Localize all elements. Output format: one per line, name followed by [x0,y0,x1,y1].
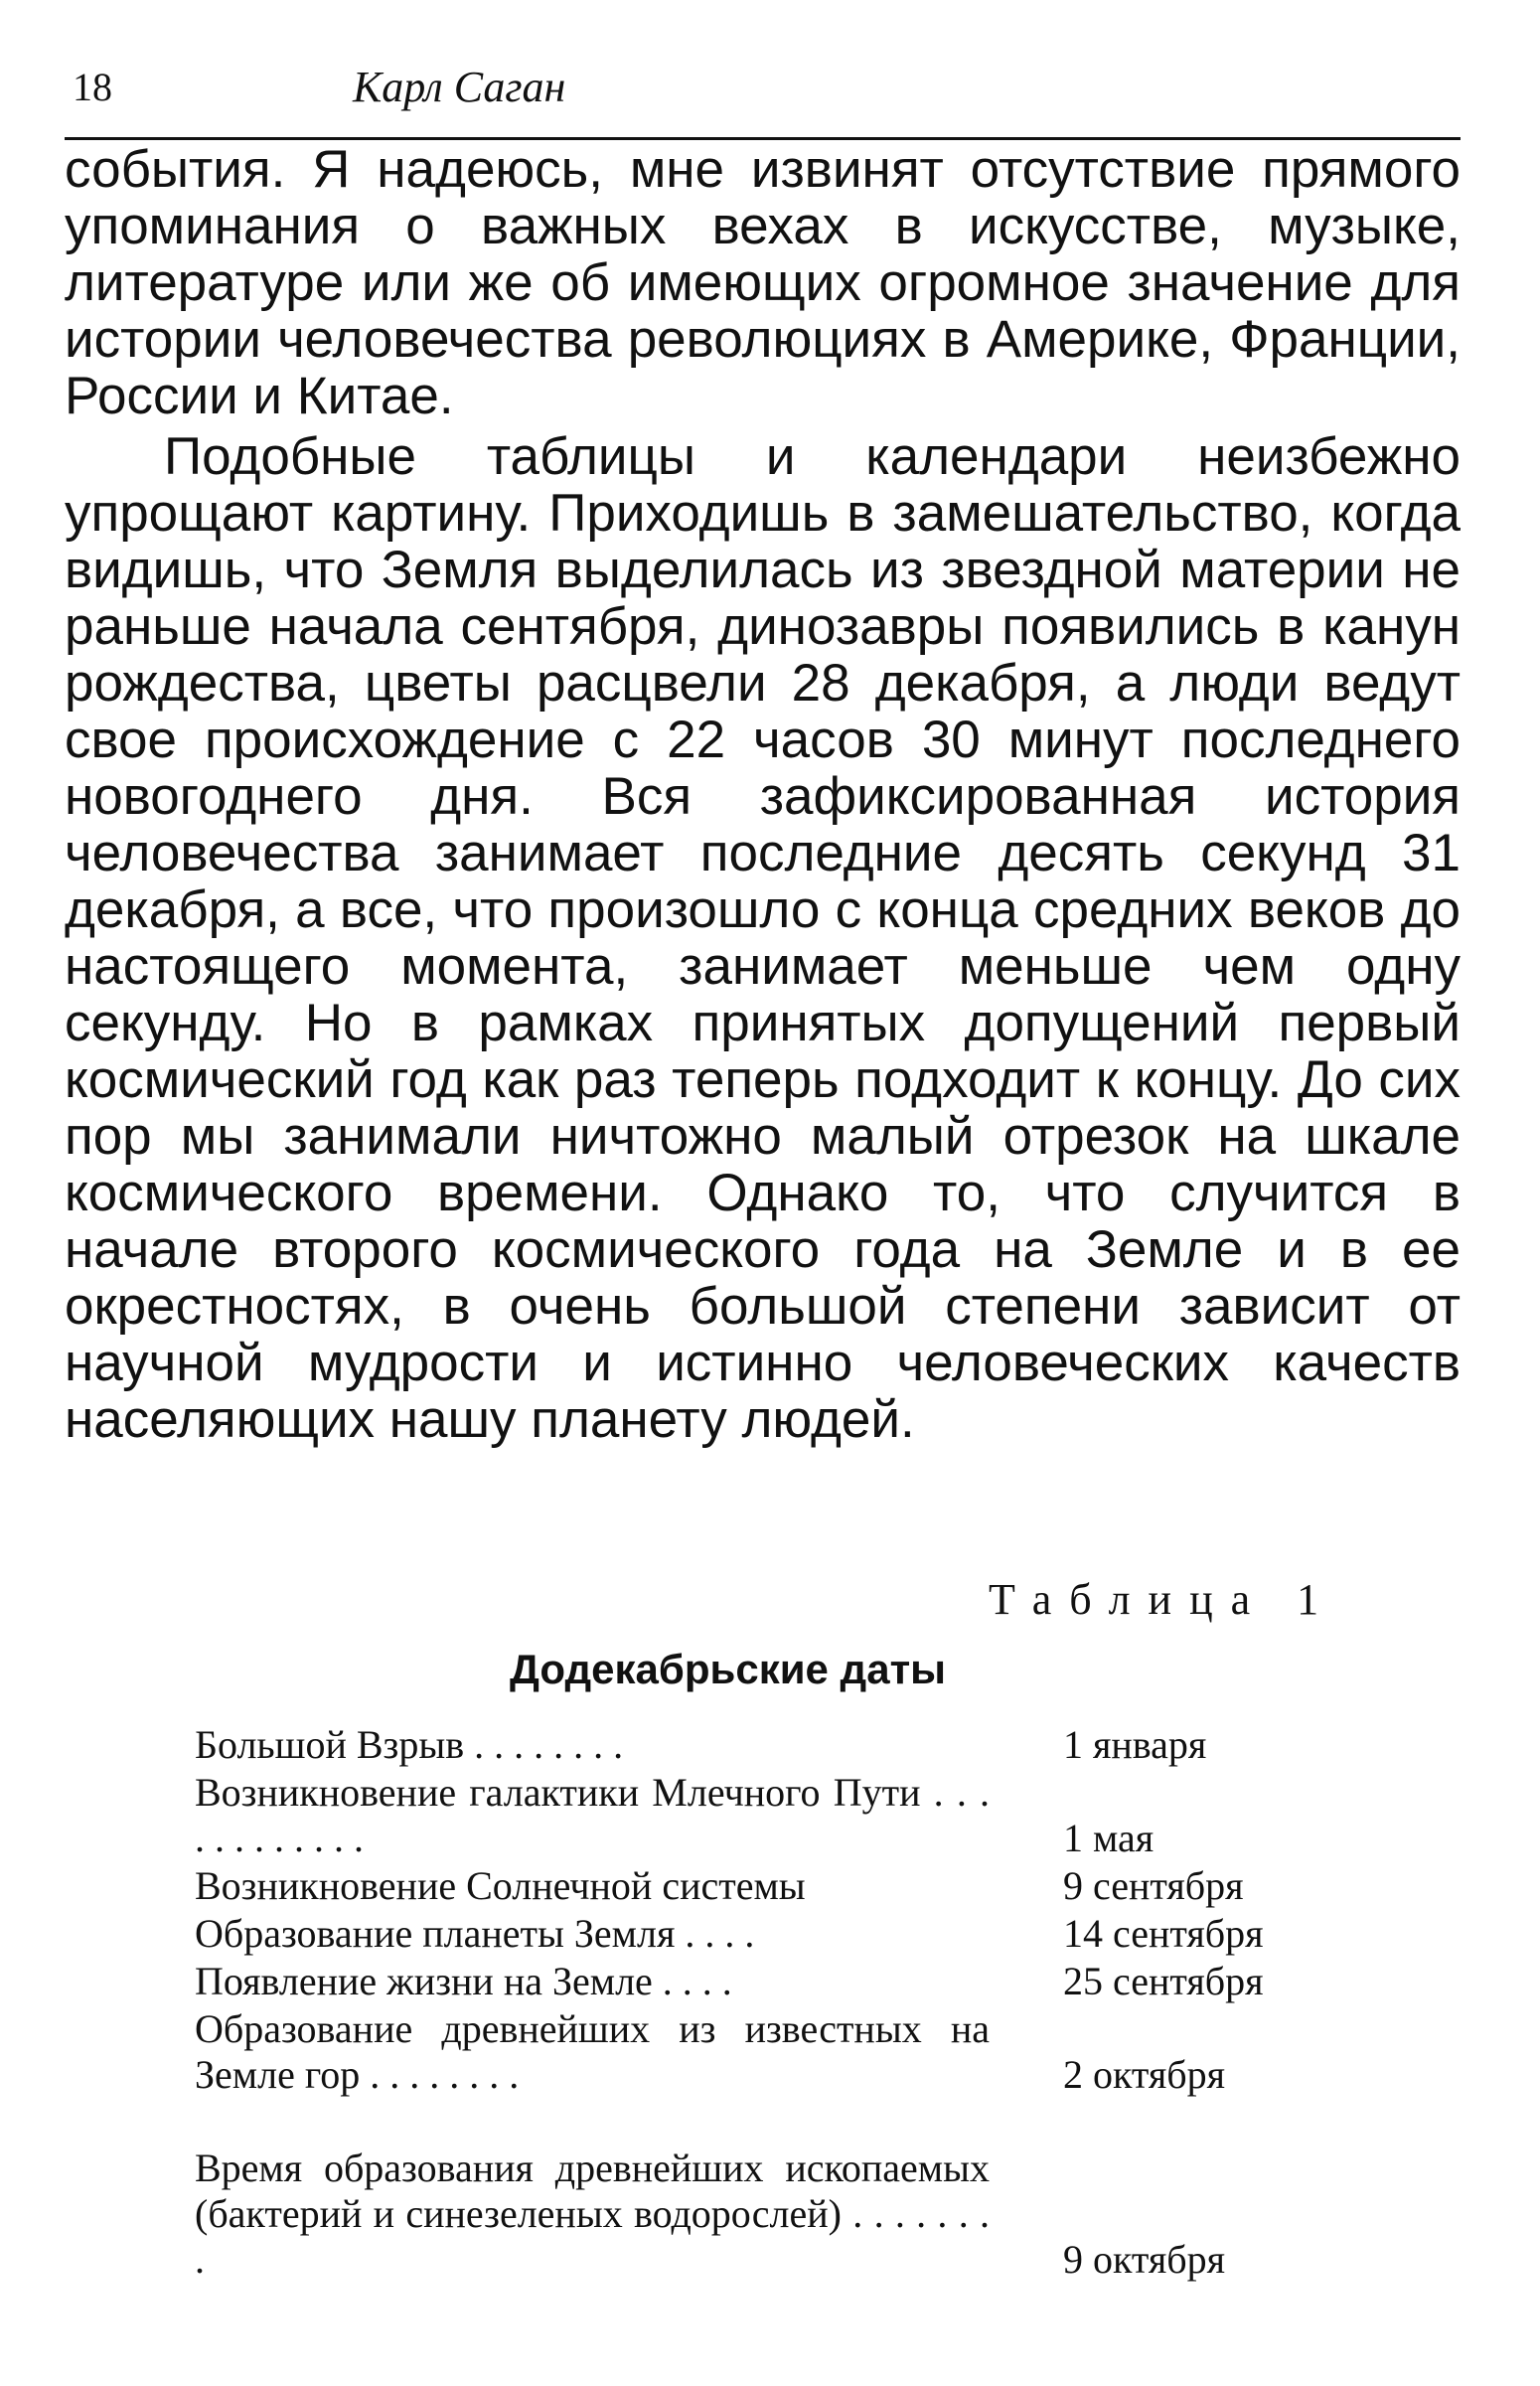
table-label: Таблица 1 [989,1575,1337,1624]
page-header [65,58,1475,117]
event-cell: Образование древнейших из известных на Земле гор . . . . . . . . [195,2006,990,2097]
date-cell: 1 января [1063,1722,1207,1767]
date-cell: 25 сентября [1063,1959,1264,2003]
running-head-author: Карл Саган [353,63,566,111]
table-row [195,1722,1327,1768]
event-cell: Большой Взрыв . . . . . . . . [195,1722,624,1767]
event-cell: Время образования древнейших ископаемых (бактерий и синезеленых водорослей) . . . . . . . . [195,2146,990,2282]
event-cell: Появление жизни на Земле . . . . [195,1959,732,2003]
paragraph: Подобные таблицы и календари неизбежно упрощают картину. Приходишь в замешательство, когда видишь, что Земля выделилась из звездной материи не раньше начала сентября, динозавры появились в канун рождества, цветы расцвели 28 декабря, а люди ведут свое происхождение с 22 часов 30 минут последнего новогоднего дня. Вся зафиксированная история человечества занимает последние десять секунд 31 декабря, а все, что произошло с конца средних веков до настоящего момента, занимает меньше чем одну секунду. Но в рамках принятых допущений первый космический год как раз теперь подходит к концу. До сих пор мы занимали ничтожно малый отрезок на шкале космического времени. Однако то, что случится в начале второго космического года на Земле и в ее окрестностях, в очень большой степени зависит от научной мудрости и истинно человеческих качеств населяющих нашу планету людей. [65,427,1461,1449]
event-cell: Возникновение галактики Млечного Пути . . . . . . . . . . . . [195,1770,990,1860]
event-cell: Возникновение Солнечной системы [195,1863,806,1908]
table-row [195,1770,1327,1861]
table-row [195,1911,1327,1957]
date-cell: 9 октября [1063,2237,1226,2282]
table-row [195,2006,1327,2098]
date-cell: 9 сентября [1063,1863,1244,1908]
table-row [195,2146,1327,2283]
date-cell: 1 мая [1063,1816,1155,1860]
table-title: Додекабрьские даты [509,1646,947,1692]
table-row [195,1863,1327,1909]
page-number: 18 [73,65,112,109]
event-cell: Образование планеты Земля . . . . [195,1911,755,1956]
date-cell: 14 сентября [1063,1911,1264,1956]
table-row [195,1959,1327,2004]
dates-table [195,1722,1327,2283]
paragraph: события. Я надеюсь, мне извинят отсутствие прямого упоминания о важных вехах в искусстве, музыке, литературе или же об имеющих огромное значение для истории человечества революциях в Америке, Франции, России и Китае. [65,140,1461,425]
date-cell: 2 октября [1063,2052,1226,2097]
body-text [65,141,1461,1448]
